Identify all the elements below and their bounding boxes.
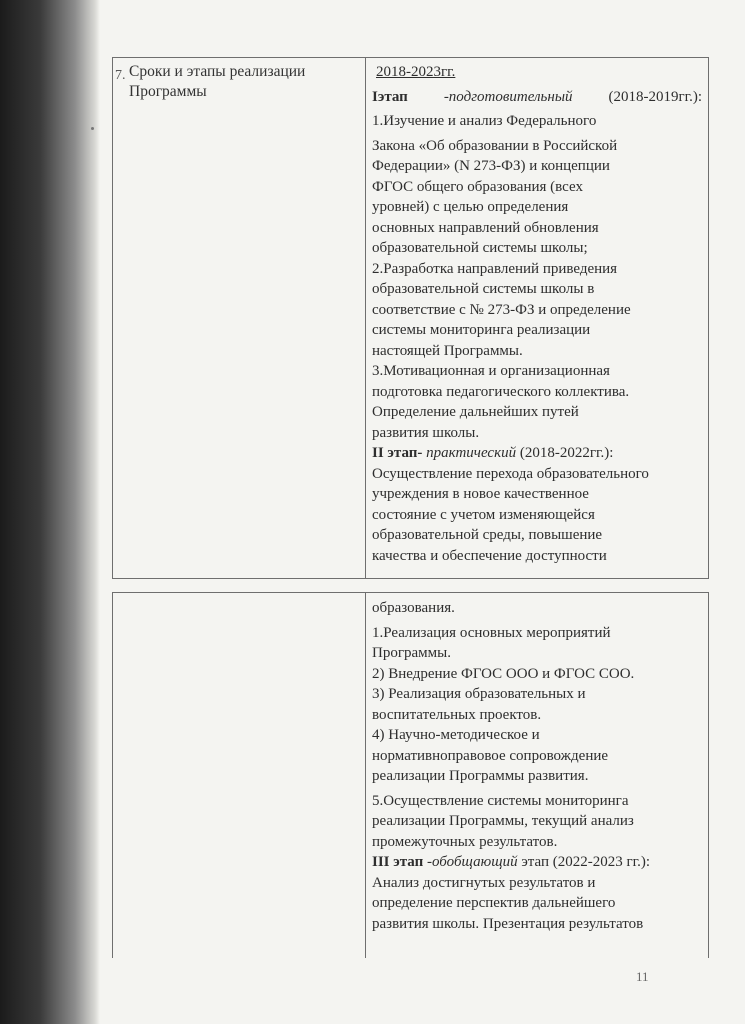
stage1-line: основных направлений обновления	[372, 219, 599, 236]
stage2-continued-line: промежуточных результатов.	[372, 833, 558, 850]
row-content-cell	[372, 62, 702, 566]
stage2-line: учреждения в новое качественное	[372, 486, 589, 502]
stage1-line: Определение дальнейших путей	[372, 404, 579, 420]
stage2-name: практический	[426, 445, 517, 461]
stage3-label: III этап	[372, 854, 424, 870]
stage2-line: состояние с учетом изменяющейся	[372, 506, 595, 523]
margin-mark	[91, 127, 94, 130]
stage2-continued-line: реализации Программы развития.	[372, 768, 589, 784]
stage1-years: (2018-2019гг.):	[608, 88, 702, 105]
stage2-continued-line: 4) Научно-методическое и	[372, 727, 540, 743]
stage1-line: 2.Разработка направлений приведения	[372, 260, 618, 277]
stage1-line: 3.Мотивационная и организационная	[372, 363, 610, 379]
stage2-line: образовательной среды, повышение	[372, 527, 603, 543]
stage3-line: развития школы. Презентация результатов	[372, 915, 644, 932]
stage2-continued-line: воспитательных проектов.	[372, 706, 542, 723]
stage1-label: Iэтап	[372, 88, 408, 105]
stage2-continued-line: 3) Реализация образовательных и	[372, 686, 586, 702]
stage2-continued-line: нормативноправовое сопровождение	[372, 747, 609, 764]
stage3-line: определение перспектив дальнейшего	[372, 895, 616, 911]
stage1-name: -подготовительный	[443, 88, 573, 105]
stage1-line: подготовка педагогического коллектива.	[372, 383, 630, 400]
row-content-cell-continued	[372, 598, 702, 934]
stage2-line: качества и обеспечение доступности	[372, 547, 607, 564]
stage1-line: ФГОС общего образования (всех	[372, 178, 583, 195]
stage2-continued-line: реализации Программы, текущий анализ	[372, 813, 634, 829]
stage2-continued-line: 5.Осуществление системы мониторинга	[372, 792, 629, 809]
row-number: 7.	[115, 68, 126, 83]
row-title-line1: Сроки и этапы реализации	[129, 63, 306, 80]
stage2-label: II этап-	[372, 445, 423, 461]
stage1-line: системы мониторинга реализации	[372, 322, 591, 338]
stage1-line: соответствие с № 273-ФЗ и определение	[372, 301, 631, 318]
stage1-line: Закона «Об образовании в Российской	[372, 137, 618, 154]
stage2-continued-line: образования.	[372, 600, 455, 616]
scan-shadow-edge	[0, 0, 100, 1024]
stage1-line: уровней) с целью определения	[372, 199, 569, 215]
stage3-suffix: этап (2022-2023 гг.):	[521, 854, 651, 870]
stage1-line: образовательной системы школы;	[372, 240, 588, 256]
period-heading: 2018-2023гг.	[376, 64, 456, 80]
column-divider	[365, 593, 366, 958]
stage2-continued-line: 2) Внедрение ФГОС ООО и ФГОС СОО.	[372, 665, 635, 682]
stage2-continued-line: 1.Реализация основных мероприятий	[372, 624, 611, 641]
page-number: 11	[636, 969, 649, 984]
table-section-bottom	[112, 592, 709, 958]
stage1-line: настоящей Программы.	[372, 342, 523, 359]
stage3-name: -обобщающий	[427, 854, 518, 870]
stage3-line: Анализ достигнутых результатов и	[372, 874, 596, 891]
stage1-line: Федерации» (N 273-ФЗ) и концепции	[372, 158, 610, 174]
stage2-continued-line: Программы.	[372, 645, 451, 661]
stage1-heading	[372, 87, 702, 108]
stage2-heading	[372, 443, 702, 464]
row-title-line2: Программы	[129, 83, 207, 100]
stage3-heading	[372, 852, 702, 873]
table-section-top	[112, 57, 709, 579]
stage1-line: развития школы.	[372, 424, 480, 441]
stage2-line: Осуществление перехода образовательного	[372, 465, 649, 482]
stage1-line: образовательной системы школы в	[372, 281, 595, 297]
row-title-cell	[115, 62, 359, 102]
stage1-line: 1.Изучение и анализ Федерального	[372, 113, 597, 129]
column-divider	[365, 58, 366, 578]
stage2-years: (2018-2022гг.):	[519, 445, 614, 461]
